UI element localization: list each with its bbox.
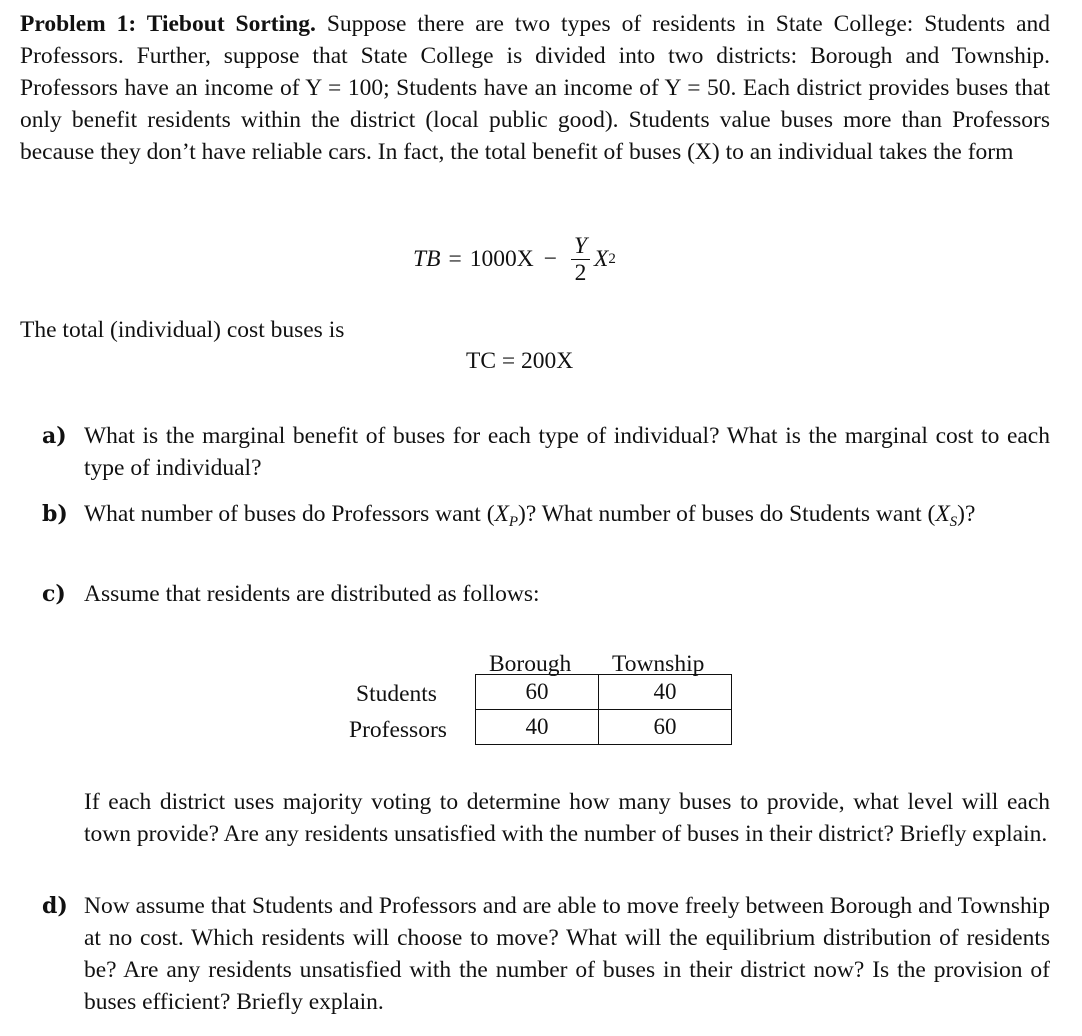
column-header-borough: Borough [489,651,572,677]
row-label-students: Students [356,681,437,707]
xs-sub: S [949,514,958,530]
question-b-label: b) [42,501,68,527]
tb-term1: 1000X [469,246,534,272]
cost-intro: The total (individual) cost buses is [20,317,345,343]
cell-professors-borough: 40 [476,710,599,745]
total-cost-equation: TC = 200X [466,348,574,374]
question-a-text: What is the marginal benefit of buses for each type of individual? What is the marginal cost to each type of individual? [84,423,1050,481]
question-b-part3: )? [957,501,976,527]
xs-var: X [935,501,950,527]
table-row-students [476,675,732,710]
tb-equals: = [448,246,462,272]
xp-sub: P [508,514,519,530]
problem-document [20,8,1051,1015]
question-d [20,890,1050,1018]
table-row-professors [476,710,732,745]
question-a [20,420,1050,484]
question-b-text [84,498,1050,530]
tb-minus: − [543,246,557,272]
question-c-followup: If each district uses majority voting to determine how many buses to provide, what level will each town provide? Are any residents unsatisfied with the number of buses in their district? Briefly explain. [84,789,1050,847]
question-b-part1: What number of buses do Professors want ( [84,501,495,527]
tb-lhs: TB [413,246,441,272]
problem-heading: Problem 1: Tiebout Sorting. [20,11,316,37]
distribution-table [475,674,732,745]
question-a-label: a) [42,423,67,449]
cell-students-township: 40 [599,675,732,710]
cell-professors-township: 60 [599,710,732,745]
tb-frac-denominator: 2 [574,259,587,286]
question-b-part2: )? What number of buses do Students want ( [518,501,936,527]
question-c [20,578,1050,610]
total-benefit-equation: TB = 1000X − $\frac{Y}{2}$ X 2 [413,232,616,286]
question-d-text: Now assume that Students and Professors and are able to move freely between Borough and Township at no cost. Which residents will choose to move? What will the equilibrium distribution of residents be? Are any residents unsatisfied with the number of buses in their district now? Is the provision of buses efficient? Briefly explain. [84,893,1050,1015]
question-b [20,498,1050,530]
xp-var: X [494,501,509,527]
cell-students-borough: 60 [476,675,599,710]
question-c-text: Assume that residents are distributed as follows: [84,581,540,607]
row-label-professors: Professors [349,717,447,743]
problem-intro-text: Suppose there are two types of residents in State College: Students and Professors. Further, suppose that State College is divided into two districts: Borough and Township. Professors have an income of Y = 100; Students have an income of Y = 50. Each district provides buses that only benefit residents within the district (local public good). Students value buses more than Professors because they don’t have reliable cars. In fact, the total benefit of buses (X) to an individual takes the form [20,11,1051,165]
question-c-label: c) [42,581,66,607]
tb-var: X [594,246,609,272]
tb-frac-numerator: Y [571,233,590,260]
question-d-label: d) [42,893,68,919]
tb-fraction [571,233,590,286]
problem-intro [20,8,1050,168]
column-header-township: Township [612,651,705,677]
